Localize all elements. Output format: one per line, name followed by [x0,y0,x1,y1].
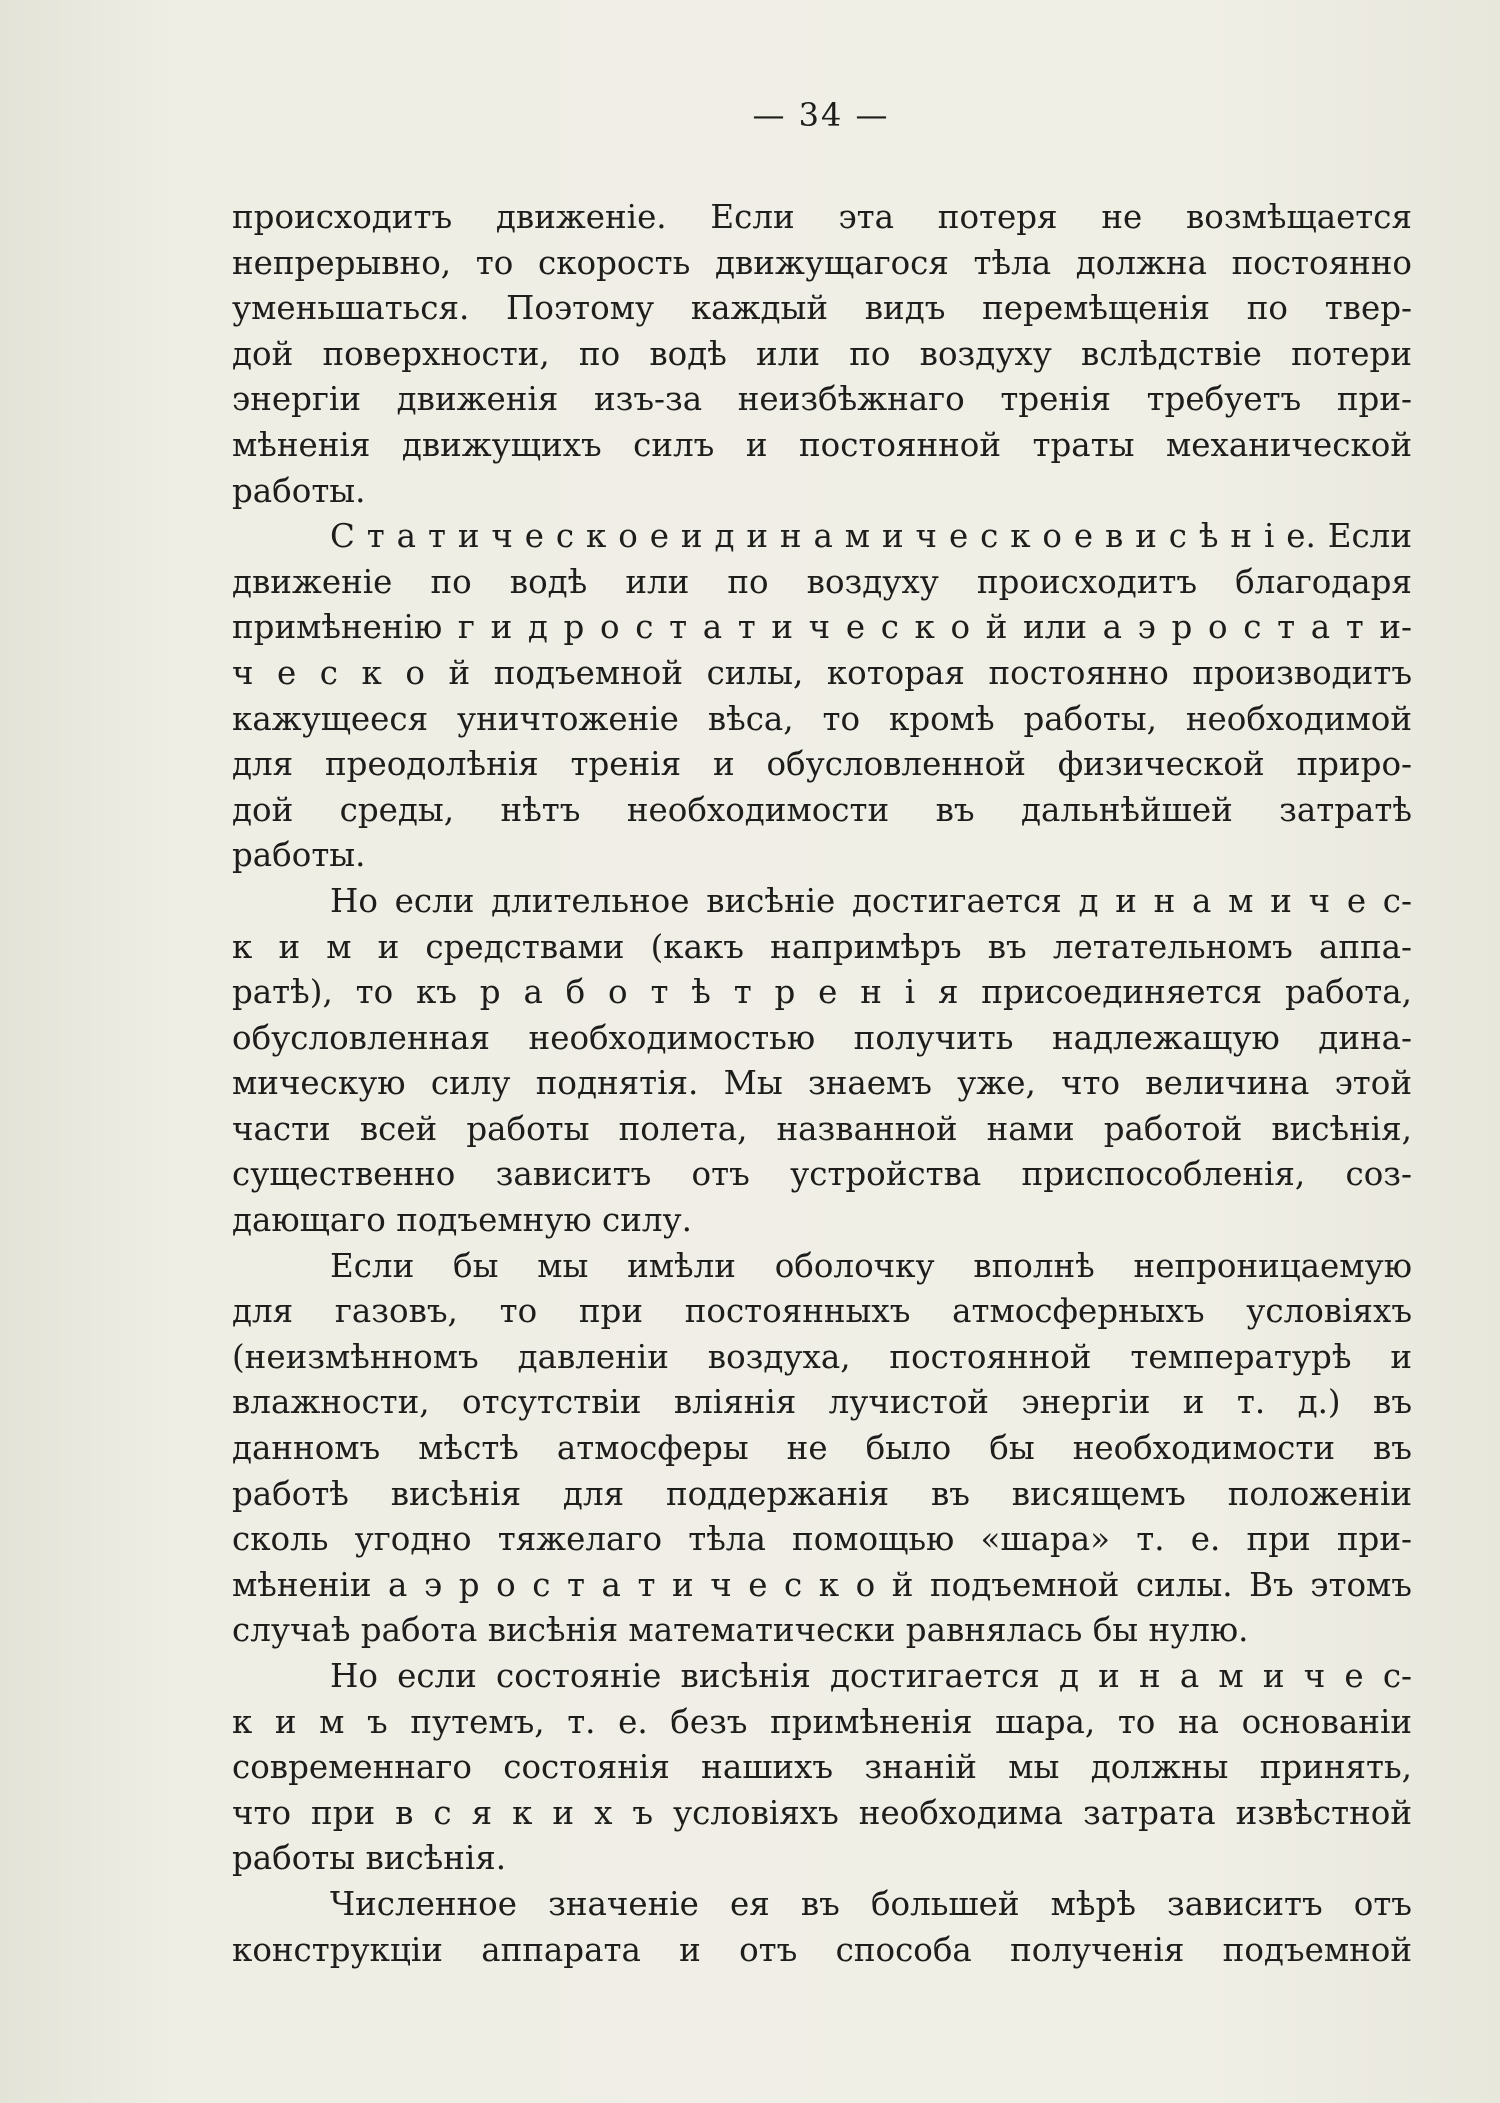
text-line: дающаго подъемную силу. [232,1201,692,1240]
text-line: дой поверхности, по водѣ или по воздуху вслѣдствіе потери [232,334,1412,373]
text-line: для преодолѣнія тренія и обусловленной физической приро- [232,745,1412,784]
text-line: кажущееся уничтоженіе вѣса, то кромѣ работы, необходимой [232,699,1412,738]
text-line: непрерывно, то скорость движущагося тѣла должна постоянно [232,243,1412,282]
text-line: к и м и средствами (какъ напримѣръ въ летательномъ аппа- [232,927,1412,966]
body-text [232,195,1412,1973]
text-line: влажности, отсутствіи вліянія лучистой энергіи и т. д.) въ [232,1383,1412,1422]
text-line: для газовъ, то при постоянныхъ атмосферныхъ условіяхъ [232,1292,1412,1331]
text-line: (неизмѣнномъ давленіи воздуха, постоянной температурѣ и [232,1337,1412,1376]
text-line: Но если состояніе висѣнія достигается д и н а м и ч е с- [330,1657,1412,1695]
text-line: уменьшаться. Поэтому каждый видъ перемѣщенія по твер- [232,289,1412,328]
page-number: — 34 — [752,96,890,134]
text-line: движеніе по водѣ или по воздуху происходитъ благодаря [232,562,1412,601]
text-line: обусловленная необходимостью получить надлежащую дина- [232,1018,1412,1057]
text-line: что при в с я к и х ъ условіяхъ необходима затрата извѣстной [232,1793,1412,1832]
text-line: случаѣ работа висѣнія математически равнялась бы нулю. [232,1611,1249,1650]
text-line: работы висѣнія. [232,1839,507,1878]
text-line: мѣненіи а э р о с т а т и ч е с к о й подъемной силы. Въ этомъ [232,1565,1412,1604]
text-line: Численное значеніе ея въ большей мѣрѣ зависитъ отъ [330,1884,1412,1923]
text-line: сколь угодно тяжелаго тѣла помощью «шара» т. е. при при- [232,1520,1412,1559]
text-line: Если бы мы имѣли оболочку вполнѣ непроницаемую [330,1246,1412,1285]
text-line: работы. [232,836,366,875]
text-line: мѣненія движущихъ силъ и постоянной траты механической [232,425,1412,464]
text-line: энергіи движенія изъ-за неизбѣжнаго тренія требуетъ при- [232,380,1412,419]
text-line: современнаго состоянія нашихъ знаній мы должны принять, [232,1748,1412,1787]
text-line: Но если длительное висѣніе достигается д и н а м и ч е с- [330,881,1412,920]
text-line: работы. [232,471,366,510]
text-line: части всей работы полета, названной нами работой висѣнія, [232,1109,1412,1148]
text-line: к и м ъ путемъ, т. е. безъ примѣненія шара, то на основаніи [232,1702,1412,1741]
text-line: дой среды, нѣтъ необходимости въ дальнѣйшей затратѣ [232,790,1412,829]
text-line: С т а т и ч е с к о е и д и н а м и ч е с к о е в и с ѣ н і е. Если [330,517,1412,556]
text-line: данномъ мѣстѣ атмосферы не было бы необходимости въ [232,1429,1412,1468]
text-line: мическую силу поднятія. Мы знаемъ уже, что величина этой [232,1064,1412,1103]
text-line: примѣненію г и д р о с т а т и ч е с к о й или а э р о с т а т и- [232,608,1412,647]
text-line: конструкціи аппарата и отъ способа полученія подъемной [232,1930,1412,1969]
text-line: существенно зависитъ отъ устройства приспособленія, соз- [232,1155,1412,1194]
text-line: происходитъ движеніе. Если эта потеря не возмѣщается [232,198,1412,236]
text-line: работѣ висѣнія для поддержанія въ висящемъ положеніи [232,1474,1412,1513]
text-line: ратѣ), то къ р а б о т ѣ т р е н і я присоединяется работа, [232,973,1412,1012]
text-line: ч е с к о й подъемной силы, которая постоянно производитъ [232,653,1412,692]
